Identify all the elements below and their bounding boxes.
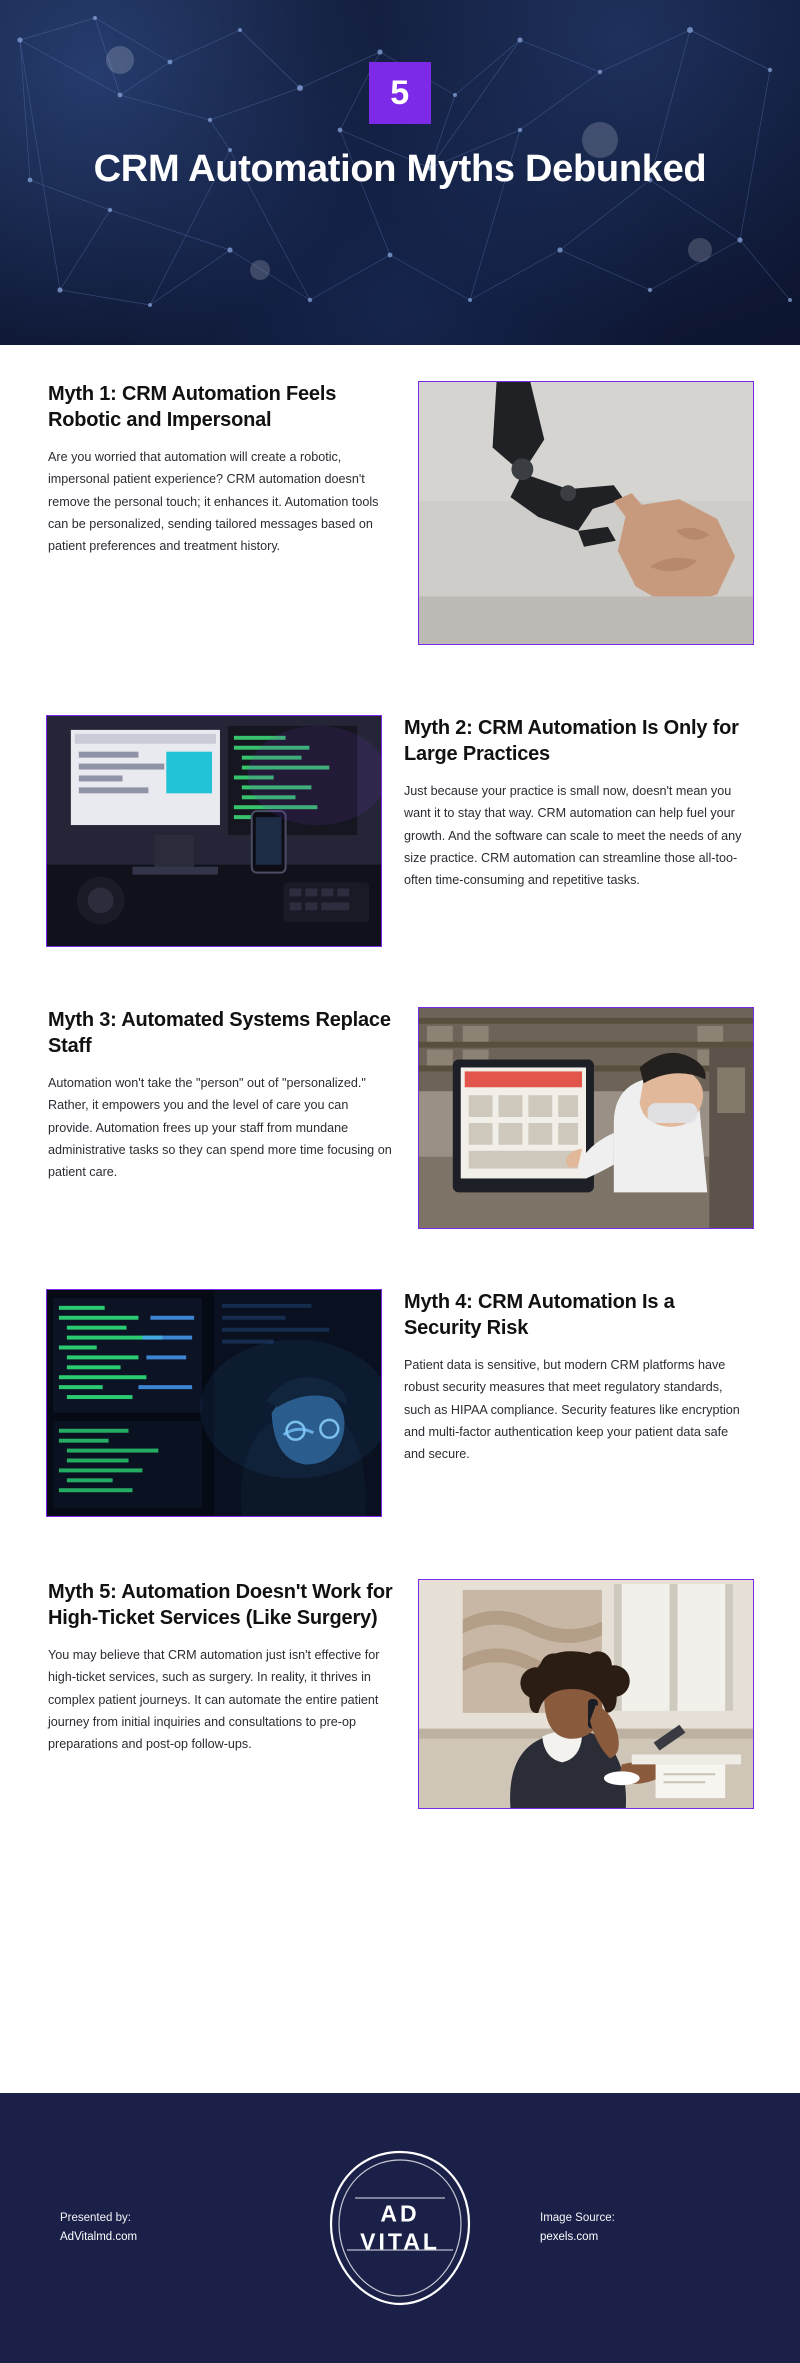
- brand-logo: [325, 2146, 475, 2311]
- myths-list: [0, 381, 800, 1809]
- myth-section-2: [48, 715, 752, 947]
- myth-image-3: [418, 1007, 754, 1229]
- page-title: CRM Automation Myths Debunked: [93, 148, 707, 190]
- myth-section-4: [48, 1289, 752, 1517]
- myth-body-1: Are you worried that automation will create a robotic, impersonal patient experience? CRM automation doesn't remove the personal touch; it enhances it. Automation tools can be personalized, sending tailored messages based on patient preferences and treatment history.: [48, 449, 379, 554]
- myth-image-4: [46, 1289, 382, 1517]
- myth-section-3: [48, 1007, 752, 1229]
- myth-heading-2: Myth 2: CRM Automation Is Only for Large Practices: [404, 717, 739, 766]
- myth-text-5: [48, 1579, 396, 1756]
- myth-heading-3: Myth 3: Automated Systems Replace Staff: [48, 1009, 391, 1058]
- myth-heading-5: Myth 5: Automation Doesn't Work for High-Ticket Services (Like Surgery): [48, 1581, 393, 1630]
- image-source-block: [540, 2209, 740, 2247]
- myth-body-3: Automation won't take the "person" out of "personalized." Rather, it empowers you and the level of care you can provide. Automation frees up your staff from mundane administrative tasks so they can spend more time focusing on patient care.: [48, 1075, 392, 1180]
- image-source-label: Image Source:: [540, 2212, 615, 2225]
- myth-text-3: [48, 1007, 396, 1184]
- security-code-screens-photo: [47, 1290, 381, 1516]
- presented-by-value: AdVitalmd.com: [60, 2231, 138, 2243]
- presented-by-label: Presented by:: [60, 2212, 131, 2225]
- footer: [0, 2093, 800, 2363]
- image-source-value: pexels.com: [540, 2231, 599, 2243]
- myth-heading-1: Myth 1: CRM Automation Feels Robotic and Impersonal: [48, 383, 337, 432]
- woman-on-phone-photo: [419, 1580, 753, 1808]
- logo-line-1: AD: [380, 2200, 420, 2227]
- myth-body-4: Patient data is sensitive, but modern CRM platforms have robust security measures that meet regulatory standards, such as HIPAA compliance. Security features like encryption and multi-factor authentication keep your patient data safe and secure.: [404, 1357, 740, 1462]
- myth-count-badge: 5: [369, 62, 431, 124]
- kiosk-touchscreen-photo: [419, 1008, 753, 1228]
- myth-heading-4: Myth 4: CRM Automation Is a Security Risk: [404, 1291, 675, 1340]
- logo-line-2: VITAL: [360, 2228, 440, 2254]
- myth-body-5: You may believe that CRM automation just isn't effective for high-ticket services, such as surgery. In reality, it thrives in complex patient journeys. It can automate the entire patient journey from initial inquiries and consultations to pre-op preparations and post-op follow-ups.: [48, 1647, 380, 1752]
- myth-image-2: [46, 715, 382, 947]
- myth-image-1: [418, 381, 754, 645]
- logo-wordmark: [360, 2200, 440, 2255]
- myth-image-5: [418, 1579, 754, 1809]
- presented-by-block: [60, 2209, 260, 2247]
- robotic-hand-photo: [419, 382, 753, 644]
- myth-text-2: [404, 715, 752, 892]
- myth-text-4: [404, 1289, 752, 1466]
- developer-desk-photo: [47, 716, 381, 946]
- header-banner: [0, 0, 800, 345]
- myth-section-1: [48, 381, 752, 645]
- myth-body-2: Just because your practice is small now, doesn't mean you want it to stay that way. CRM automation can help fuel your growth. And the software can scale to meet the needs of any size practice. CRM automation can streamline those all-too-often time-consuming and repetitive tasks.: [404, 783, 742, 888]
- myth-section-5: [48, 1579, 752, 1809]
- myth-text-1: [48, 381, 396, 558]
